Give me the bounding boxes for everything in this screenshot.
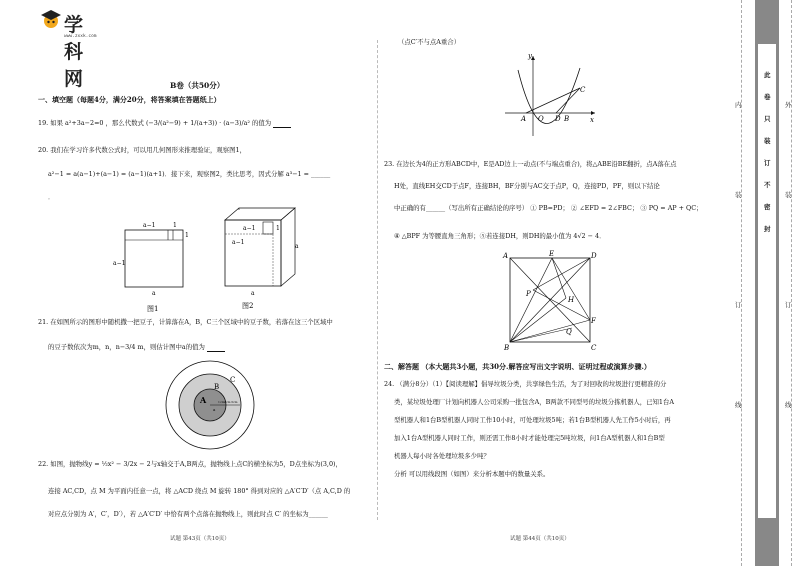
question-23-line1: 23. 在边长为4的正方形ABCD中，E是AD边上一动点(不与端点重合)，将△ABE沿BE翻折，点A落在点 bbox=[384, 160, 677, 168]
figure-1 bbox=[115, 215, 195, 315]
logo bbox=[40, 8, 97, 90]
binder-char-8: 封 bbox=[764, 225, 771, 233]
fig1-right-1: 1 bbox=[185, 232, 189, 239]
outer-right-3: 装 bbox=[785, 191, 792, 199]
question-23-line4: ④ △BPF 为等腰直角三角形；⑤若连接DH，则DH的最小值为 4√2 − 4． bbox=[394, 232, 606, 240]
logo-url: www.zxxk.com bbox=[64, 34, 97, 39]
conclusion-2: ② ∠EFD = 2∠FBC； bbox=[570, 204, 639, 212]
binder-char-4: 装 bbox=[764, 137, 771, 145]
parabola-graph bbox=[500, 48, 600, 138]
question-24-line6: 分析 可以用线段图（如图）来分析本题中的数量关系。 bbox=[394, 470, 550, 478]
region-C: C bbox=[230, 376, 236, 384]
section-b-title: B卷（共50分） bbox=[170, 81, 225, 90]
axis-y-label: y bbox=[528, 52, 532, 60]
target-figure bbox=[160, 355, 260, 455]
sq-A: A bbox=[503, 252, 509, 260]
point-B: B bbox=[564, 115, 570, 123]
sq-E: E bbox=[549, 250, 555, 258]
figure-2 bbox=[215, 200, 315, 315]
part1-heading: 一、填空题（每题4分，满分20分，将答案填在答题纸上） bbox=[38, 95, 221, 104]
fig1-top-1: 1 bbox=[173, 222, 177, 229]
fig2-left-a1: a−1 bbox=[232, 239, 245, 246]
binding-margin bbox=[733, 0, 800, 566]
question-23-line2: H处，直线EH交CD于点F，连接BH，BF分别与AC交于点P，Q，连接PD，PF，则以下结论 bbox=[394, 182, 660, 190]
question-22-line3: 对应点分别为 A′，C′，D′），若 △A′C′D′ 中恰有两个点落在抛物线上，则此时点 C′ 的坐标为______ bbox=[48, 510, 328, 518]
question-24-line3: 型机器人和1台B型机器人同时工作10小时，可处理垃圾5吨；若1台B型机器人先工作5小时后，再 bbox=[394, 416, 671, 424]
binder-char-3: 只 bbox=[764, 115, 771, 123]
fig1-top-a1: a−1 bbox=[143, 222, 156, 229]
fig2-bottom-a: a bbox=[251, 290, 255, 297]
conclusion-3: ③ PQ = AP + QC； bbox=[640, 204, 703, 212]
question-21-line1: 21. 在如图所示的图形中随机撒一把豆子，计算落在A，B，C三个区域中的豆子数，若落在这三个区域中 bbox=[38, 318, 333, 326]
point-D: D bbox=[555, 115, 561, 123]
sq-Q: Q bbox=[566, 328, 572, 336]
footer-right: 试题 第44页（共10页） bbox=[510, 536, 570, 542]
binder-char-2: 卷 bbox=[764, 93, 771, 101]
fig2-label: 图2 bbox=[242, 302, 254, 310]
radius-a: a bbox=[213, 407, 216, 412]
point-C: C bbox=[580, 86, 586, 94]
q19-expression: (−3/(a²−9) + 1/(a+3)) · (a−3)/a² bbox=[145, 119, 250, 127]
square-figure bbox=[500, 250, 600, 355]
axis-x-label: x bbox=[590, 116, 594, 124]
binder-char-5: 订 bbox=[764, 159, 771, 167]
outer-left-3: 装 bbox=[735, 191, 742, 199]
question-23-line3: 中正确的有______（写出所有正确结论的序号） ① PB=PD； ② ∠EFD = 2∠FBC； ③ PQ = AP + QC； bbox=[394, 204, 703, 212]
point-A: A bbox=[521, 115, 527, 123]
question-20-dot: ． bbox=[48, 193, 55, 201]
logo-title: 学科网 bbox=[64, 14, 85, 90]
radius-1cm: 1cm bbox=[218, 400, 225, 404]
radius-2cm: 2cm bbox=[224, 400, 231, 404]
outer-right-5: 订 bbox=[785, 301, 792, 309]
q22-continuation: （点C′不与点A重合） bbox=[398, 38, 461, 46]
fig2-right-a: a bbox=[295, 243, 299, 250]
binder-char-6: 不 bbox=[764, 181, 771, 189]
part2-heading: 二、解答题 （本大题共3小题，共30分.解答应写出文字说明、证明过程或演算步骤.） bbox=[384, 362, 651, 371]
region-B: B bbox=[214, 383, 220, 391]
question-20-line1: 20. 我们在学习许多代数公式时，可以用几何图形来推理验证，观察图1， bbox=[38, 146, 247, 154]
q19-equation: a²+3a−2=0 bbox=[65, 119, 104, 127]
question-21-line2: 的豆子数依次为m，n，n−3/4 m，则估计图中a的值为 bbox=[48, 343, 225, 352]
graduation-cap-icon bbox=[40, 8, 62, 30]
outer-right-1: 外 bbox=[785, 101, 792, 109]
sq-C: C bbox=[591, 344, 597, 352]
region-A: A bbox=[200, 395, 207, 405]
question-24-line4: 加入1台A型机器人同时工作，则还需工作8小时才能处理完5吨垃圾，问1台A型机器人和1台B型 bbox=[394, 434, 665, 442]
sq-D: D bbox=[591, 252, 597, 260]
outer-left-1: 内 bbox=[735, 101, 742, 109]
radius-3cm: 3cm bbox=[231, 400, 238, 404]
conclusion-1: ① PB=PD； bbox=[530, 204, 569, 212]
binder-char-1: 此 bbox=[764, 71, 771, 79]
outer-left-5: 订 bbox=[735, 301, 742, 309]
footer-left: 试题 第43页（共10页） bbox=[170, 536, 230, 542]
question-19: 19. 如果 a²+3a−2=0 ，那么代数式 (−3/(a²−9) + 1/(a+3)) · (a−3)/a² 的值为 bbox=[38, 119, 291, 128]
sq-F: F bbox=[591, 317, 596, 325]
question-20-line2: a²−1 = a(a−1)+(a−1) = (a−1)(a+1)．接下来，观察图2，类比思考，因式分解 a³−1 = ______ bbox=[48, 170, 331, 178]
outer-left-7: 线 bbox=[735, 401, 742, 409]
question-24-line5: 机器人每小时各处理垃圾多少吨？ bbox=[394, 452, 490, 460]
question-22-line1: 22. 如图，抛物线y = ½x² − 3/2x − 2与x轴交于A,B两点，抛物线上点C的横坐标为5，D点坐标为(3,0)， bbox=[38, 460, 342, 468]
fig2-top-1: 1 bbox=[276, 225, 280, 232]
fig1-label: 图1 bbox=[147, 305, 159, 313]
question-24-line1: 24. （满分8分）（1）【阅读理解】倡导垃圾分类，共享绿色生活，为了对回收的垃圾进行更精准的分 bbox=[384, 380, 667, 388]
question-22-line2: 连接 AC,CD，点 M 为平面内任意一点，将 △ACD 绕点 M 旋转 180° 得到对应的 △A′C′D′（点 A,C,D 的 bbox=[48, 487, 351, 495]
sq-B: B bbox=[504, 344, 510, 352]
fig1-left-a1: a−1 bbox=[113, 260, 126, 267]
sq-P: P bbox=[526, 290, 531, 298]
binder-char-7: 密 bbox=[764, 203, 771, 211]
fig2-top-a1: a−1 bbox=[243, 225, 256, 232]
question-24-line2: 类，某垃圾处理厂计划向机器人公司采购一批包含A，B两款不同型号的垃圾分拣机器人，已知1台A bbox=[394, 398, 675, 406]
fig1-bottom-a: a bbox=[152, 290, 156, 297]
outer-right-7: 线 bbox=[785, 401, 792, 409]
origin-O: O bbox=[538, 115, 544, 123]
page-divider bbox=[377, 40, 378, 520]
sq-H: H bbox=[568, 296, 575, 304]
